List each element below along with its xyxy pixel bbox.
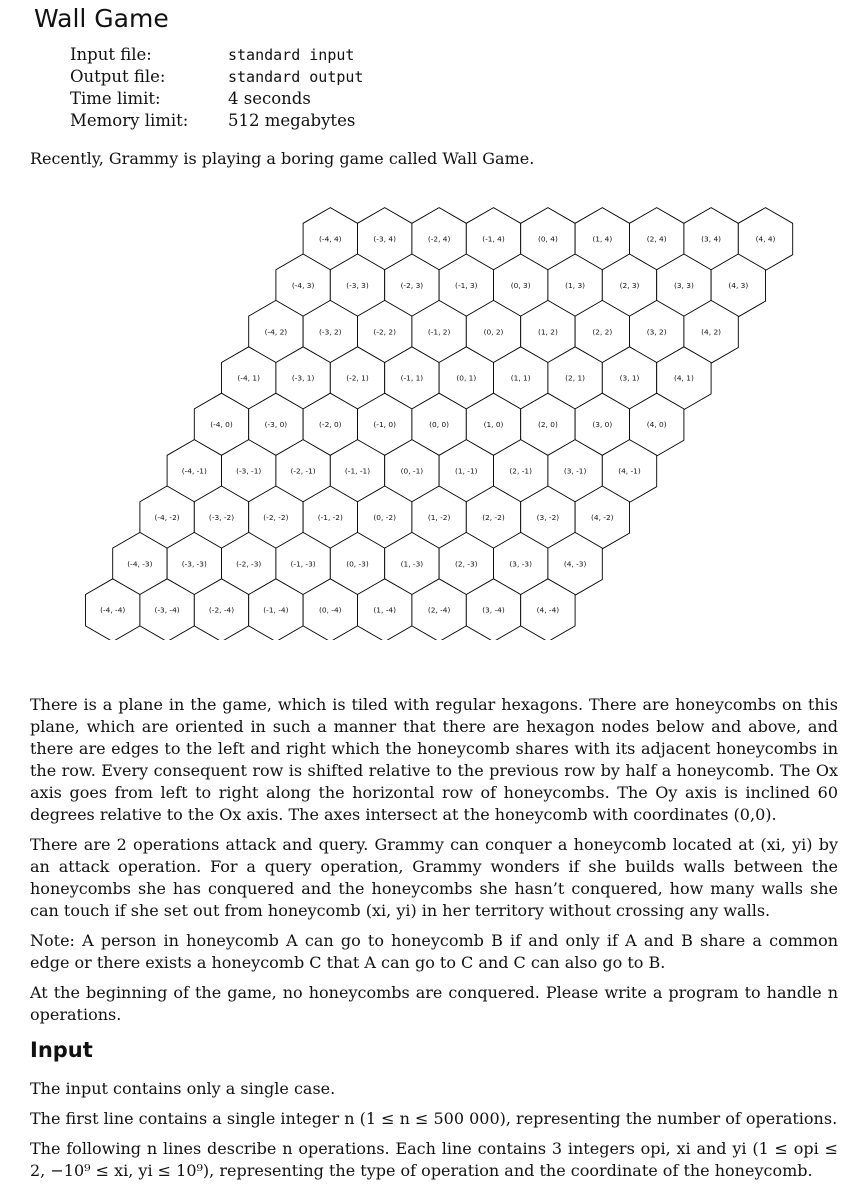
- honeycomb-coordinate-label: (-2, 2): [373, 327, 396, 337]
- honeycomb-coordinate-label: (4, 3): [728, 280, 749, 290]
- honeycomb-coordinate-label: (2, -2): [482, 512, 505, 522]
- honeycomb-coordinate-label: (-3, 3): [346, 280, 369, 290]
- operations-paragraph: There are 2 operations attack and query. Grammy can conquer a honeycomb located at (xi, yi) by an attack operation. For a query operation, Grammy wonders if she builds walls between the honeycombs she has conquered and the honeycombs she hasn’t conquered, how many walls she can touch if she set out from honeycomb (xi, yi) in her territory without crossing any walls.: [30, 835, 838, 920]
- honeycomb-coordinate-label: (-2, -4): [208, 605, 235, 615]
- honeycomb-coordinate-label: (-4, 3): [291, 280, 315, 290]
- honeycomb-coordinate-label: (1, 1): [510, 373, 531, 383]
- honeycomb-coordinate-label: (-3, 4): [373, 234, 396, 244]
- honeycomb-coordinate-label: (-1, 0): [373, 420, 396, 430]
- problem-title: Wall Game: [34, 4, 169, 33]
- honeycomb-coordinate-label: (4, 4): [755, 234, 776, 244]
- limit-key: Input file:: [70, 45, 152, 64]
- input-paragraph: The following n lines describe n operations. Each line contains 3 integers opi, xi and yi (1 ≤ opi ≤ 2, −10⁹ ≤ xi, yi ≤ 10⁹), representing the type of operation and the coordinate of the honeycomb.: [30, 1139, 838, 1180]
- honeycomb-coordinate-label: (-4, 1): [237, 373, 260, 383]
- honeycomb-coordinate-label: (-2, 1): [346, 373, 369, 383]
- honeycomb-coordinate-label: (-3, 0): [264, 420, 288, 430]
- honeycomb-coordinate-label: (-1, -2): [317, 512, 343, 522]
- honeycomb-coordinate-label: (0, -1): [400, 466, 424, 476]
- honeycomb-coordinate-label: (-2, 4): [427, 234, 451, 244]
- honeycomb-coordinate-label: (-2, 3): [400, 280, 424, 290]
- limit-value: standard output: [228, 68, 364, 86]
- honeycomb-coordinate-label: (2, -3): [455, 559, 478, 569]
- honeycomb-coordinate-label: (-4, -3): [127, 559, 153, 569]
- honeycomb-coordinate-label: (-1, -4): [263, 605, 289, 615]
- honeycomb-coordinate-label: (-3, -4): [154, 605, 180, 615]
- honeycomb-coordinate-label: (-3, -1): [236, 466, 262, 476]
- honeycomb-coordinate-label: (3, -4): [482, 605, 505, 615]
- honeycomb-coordinate-label: (3, 4): [701, 234, 722, 244]
- honeycomb-coordinate-label: (-1, 2): [427, 327, 451, 337]
- limit-key: Output file:: [70, 67, 166, 86]
- limit-row: [70, 110, 363, 132]
- honeycomb-coordinate-label: (1, -3): [400, 559, 424, 569]
- honeycomb-coordinate-label: (-4, -2): [154, 512, 180, 522]
- honeycomb-coordinate-label: (1, 3): [565, 280, 586, 290]
- honeycomb-coordinate-label: (1, 0): [483, 420, 504, 430]
- honeycomb-coordinate-label: (-1, 4): [482, 234, 505, 244]
- limit-value: 4 seconds: [228, 89, 311, 108]
- honeycomb-coordinate-label: (-2, -1): [290, 466, 316, 476]
- honeycomb-coordinate-label: (-4, -1): [181, 466, 207, 476]
- honeycomb-coordinate-label: (0, 3): [510, 280, 531, 290]
- honeycomb-coordinate-label: (4, -4): [536, 605, 560, 615]
- honeycomb-coordinate-label: (2, -4): [427, 605, 451, 615]
- honeycomb-coordinate-label: (-4, -4): [100, 605, 126, 615]
- honeycomb-coordinate-label: (-3, 1): [291, 373, 315, 383]
- honeycomb-coordinate-label: (-1, -1): [344, 466, 371, 476]
- honeycomb-coordinate-label: (0, 0): [429, 420, 450, 430]
- honeycomb-coordinate-label: (1, 2): [537, 327, 558, 337]
- limit-row: [70, 88, 363, 110]
- honeycomb-grid-figure: [0, 190, 860, 640]
- beginning-paragraph: At the beginning of the game, no honeycombs are conquered. Please write a program to handle n operations.: [30, 983, 838, 1024]
- honeycomb-coordinate-label: (3, 2): [646, 327, 667, 337]
- honeycomb-coordinate-label: (3, 1): [619, 373, 640, 383]
- honeycomb-coordinate-label: (3, 3): [673, 280, 694, 290]
- problem-limits: [70, 44, 363, 132]
- input-paragraph: The input contains only a single case.: [30, 1079, 336, 1098]
- limit-value: 512 megabytes: [228, 111, 356, 130]
- honeycomb-coordinate-label: (-4, 2): [264, 327, 288, 337]
- honeycomb-coordinate-label: (-4, 4): [319, 234, 342, 244]
- honeycomb-coordinate-label: (1, 4): [592, 234, 613, 244]
- honeycomb-coordinate-label: (0, -2): [373, 512, 396, 522]
- honeycomb-coordinate-label: (1, -2): [427, 512, 451, 522]
- honeycomb-coordinate-label: (-1, 1): [400, 373, 424, 383]
- input-paragraph: The first line contains a single integer n (1 ≤ n ≤ 500 000), representing the number of operations.: [30, 1109, 838, 1128]
- honeycomb-coordinate-label: (-2, -3): [236, 559, 262, 569]
- honeycomb-coordinate-label: (1, -1): [455, 466, 478, 476]
- description-paragraph: There is a plane in the game, which is tiled with regular hexagons. There are honeycombs on this plane, which are oriented in such a manner that there are hexagon nodes below and above, and there are edges to the left and right which the honeycomb shares with its adjacent honeycombs in the row. Every consequent row is shifted relative to the previous row by half a honeycomb. The Ox axis goes from left to right along the horizontal row of honeycombs. The Oy axis is inclined 60 degrees relative to the Ox axis. The axes intersect at the honeycomb with coordinates (0,0).: [30, 695, 838, 824]
- honeycomb-coordinate-label: (-1, -3): [290, 559, 316, 569]
- honeycomb-coordinate-label: (2, 0): [537, 420, 558, 430]
- honeycomb-coordinate-label: (4, -2): [591, 512, 614, 522]
- honeycomb-coordinate-label: (0, 2): [483, 327, 504, 337]
- honeycomb-coordinate-label: (0, -4): [319, 605, 342, 615]
- note-paragraph: Note: A person in honeycomb A can go to honeycomb B if and only if A and B share a common edge or there exists a honeycomb C that A can go to C and C can also go to B.: [30, 931, 838, 972]
- honeycomb-coordinate-label: (-3, 2): [319, 327, 342, 337]
- honeycomb-coordinate-label: (-1, 3): [455, 280, 478, 290]
- honeycomb-coordinate-label: (4, 1): [673, 373, 694, 383]
- honeycomb-coordinate-label: (4, -3): [563, 559, 587, 569]
- honeycomb-coordinate-label: (4, 0): [646, 420, 667, 430]
- honeycomb-coordinate-label: (-3, -2): [208, 512, 235, 522]
- honeycomb-coordinate-label: (3, -1): [563, 466, 587, 476]
- limit-row: [70, 66, 363, 88]
- honeycomb-coordinate-label: (2, 3): [619, 280, 640, 290]
- limit-row: [70, 44, 363, 66]
- honeycomb-coordinate-label: (-3, -3): [181, 559, 207, 569]
- intro-paragraph: Recently, Grammy is playing a boring game called Wall Game.: [30, 149, 535, 168]
- honeycomb-coordinate-label: (3, -3): [509, 559, 532, 569]
- honeycomb-coordinate-label: (4, -1): [618, 466, 641, 476]
- honeycomb-coordinate-label: (2, -1): [509, 466, 532, 476]
- honeycomb-coordinate-label: (3, 0): [592, 420, 613, 430]
- honeycomb-coordinate-label: (0, 1): [456, 373, 477, 383]
- honeycomb-coordinate-label: (1, -4): [373, 605, 396, 615]
- honeycomb-coordinate-label: (2, 2): [592, 327, 613, 337]
- honeycomb-coordinate-label: (2, 4): [646, 234, 667, 244]
- limit-key: Memory limit:: [70, 111, 189, 130]
- honeycomb-coordinate-label: (-2, -2): [263, 512, 289, 522]
- input-heading: Input: [30, 1038, 93, 1062]
- honeycomb-coordinate-label: (2, 1): [565, 373, 586, 383]
- honeycomb-coordinate-label: (0, -3): [346, 559, 369, 569]
- honeycomb-coordinate-label: (4, 2): [701, 327, 722, 337]
- honeycomb-coordinate-label: (-2, 0): [319, 420, 342, 430]
- honeycomb-coordinate-label: (0, 4): [537, 234, 558, 244]
- honeycomb-coordinate-label: (-4, 0): [210, 420, 233, 430]
- limit-key: Time limit:: [70, 89, 161, 108]
- limit-value: standard input: [228, 46, 355, 64]
- honeycomb-coordinate-label: (3, -2): [536, 512, 560, 522]
